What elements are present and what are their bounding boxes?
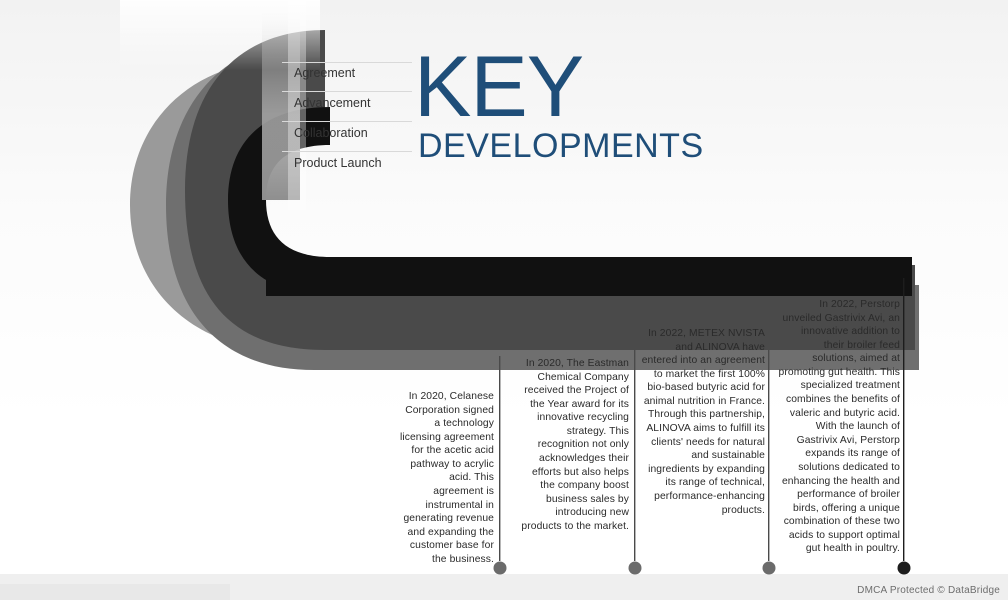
legend-item-agreement[interactable] [282, 62, 412, 92]
legend-item-label: Collaboration [294, 126, 368, 140]
ribbon-beam-black [266, 258, 912, 296]
callout-dot-2 [629, 562, 642, 575]
callout-stem-3 [768, 318, 769, 561]
legend-item-product-launch[interactable] [282, 152, 412, 182]
callout-stem-4 [903, 278, 904, 561]
callout-stem-2 [634, 336, 635, 561]
ribbon-top-fade [120, 0, 320, 70]
callout-dot-1 [494, 562, 507, 575]
legend-divider [282, 62, 412, 63]
callout-text-celanese: In 2020, Celanese Corporation signed a technology licensing agreement for the acetic acid pathway to acrylic acid. This agreement is instrumental in generating revenue and expanding the customer base for the business. [399, 391, 494, 565]
legend-item-label: Product Launch [294, 156, 382, 170]
callout-stem-1 [499, 356, 500, 561]
legend-item-label: Advancement [294, 96, 371, 110]
callout-dot-3 [763, 562, 776, 575]
callout-text-perstorp: In 2022, Perstorp unveiled Gastrivix Avi, an innovative addition to their broiler feed solutions, aimed at promoting gut health. This specialized treatment combines the benefits of valeric and butyric acid. With the launch of Gastrivix Avi, Perstorp expands its range of solutions dedicated to enhancing the health and performance of broiler birds, offering a unique combination of these two acids to support optimal gut health in poultry. [778, 299, 900, 555]
legend-item-collaboration[interactable] [282, 122, 412, 152]
legend-item-advancement[interactable] [282, 92, 412, 122]
legend [282, 62, 412, 182]
legend-item-label: Agreement [294, 66, 356, 80]
callout-dot-4 [898, 562, 911, 575]
watermark: DMCA Protected © DataBridge [857, 585, 1000, 596]
page-title [414, 39, 834, 166]
callout-text-eastman: In 2020, The Eastman Chemical Company received the Project of the Year award for its innovative recycling strategy. This recognition not only acknowledges their efforts but also helps the company boost business sales by introducing new products to the market. [521, 358, 629, 532]
callout-text-metex: In 2022, METEX NVISTA and ALINOVA have entered into an agreement to market the first 100% bio-based butyric acid for animal nutrition in France. Through this partnership, ALINOVA aims to fulfill its clients' needs for natural and sustainable ingredients by expanding its range of technical, performance-enhancing products. [641, 328, 765, 516]
title-subtitle: DEVELOPMENTS [418, 127, 704, 166]
title-main: KEY [414, 39, 584, 135]
